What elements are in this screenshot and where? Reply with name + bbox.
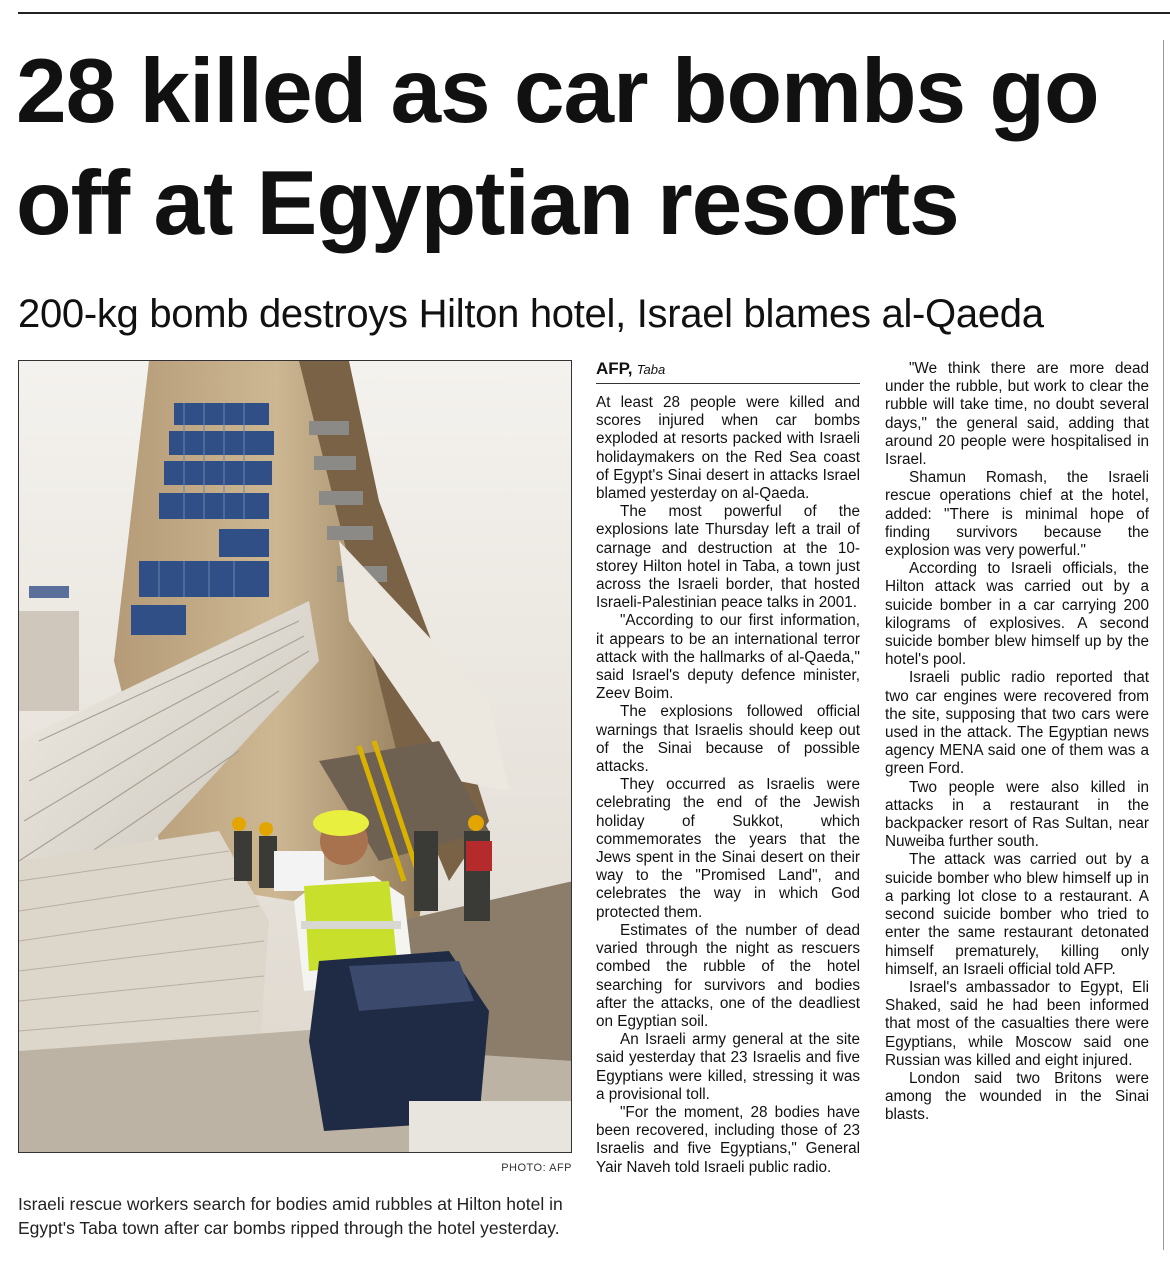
page-edge-rule [1163, 40, 1164, 1250]
body-paragraph: An Israeli army general at the site said yesterday that 23 Israelis and five Egyptians were killed, stressing it was a provisional toll. [596, 1031, 860, 1103]
body-paragraph: Estimates of the number of dead varied through the night as rescuers combed the rubble of the hotel searching for survivors and bodies after the attacks, one of the deadliest on Egyptian soil. [596, 921, 860, 1030]
collapsed-hotel-illustration [19, 361, 572, 1153]
photo-credit: PHOTO: AFP [501, 1162, 572, 1174]
body-paragraph: London said two Britons were among the wounded in the Sinai blasts. [885, 1069, 1149, 1124]
body-paragraph: The attack was carried out by a suicide bomber who blew himself up in a parking lot close to a restaurant. A second suicide bomber who tried to enter the same restaurant detonated himself prematurely, killing only himself, an Israeli official told AFP. [885, 851, 1149, 978]
body-paragraph: At least 28 people were killed and scores injured when car bombs exploded at resorts packed with Israeli holidaymakers on the Red Sea coast of Egypt's Sinai desert in attacks Israel blamed yesterday on al-Qaeda. [596, 394, 860, 503]
body-paragraph: "According to our first information, it appears to be an international terror attack with the hallmarks of al-Qaeda," said Israel's deputy defence minister, Zeev Boim. [596, 612, 860, 703]
body-paragraph: Two people were also killed in attacks in a restaurant in the backpacker resort of Ras Sultan, near Nuweiba further south. [885, 778, 1149, 851]
subheadline: 200-kg bomb destroys Hilton hotel, Israel blames al-Qaeda [18, 292, 1044, 336]
body-paragraph: They occurred as Israelis were celebrating the end of the Jewish holiday of Sukkot, which commemorates the years that the Jews spent in the Sinai desert on their way to the "Promised Land", and celebrates the way in which God protected them. [596, 776, 860, 921]
dateline-place: Taba [636, 362, 666, 377]
top-rule [18, 12, 1170, 14]
body-paragraph: Shamun Romash, the Israeli rescue operations chief at the hotel, added: "There is minimal hope of finding survivors because the explosion was very powerful." [885, 469, 1149, 560]
article-column-1 [596, 360, 860, 1177]
body-paragraph: "We think there are more dead under the rubble, but work to clear the rubble will take time, no doubt several days," the general said, adding that around 20 people were hospitalised in Israel. [885, 360, 1149, 469]
article-column-2 [885, 360, 1149, 1125]
body-paragraph: The most powerful of the explosions late Thursday left a trail of carnage and destruction at the 10-storey Hilton hotel in Taba, a town just across the Israeli border, that hosted Israeli-Palestinian peace talks in 2001. [596, 503, 860, 612]
body-paragraph: "For the moment, 28 bodies have been recovered, including those of 23 Israelis and five Egyptians," General Yair Naveh told Israeli public radio. [596, 1103, 860, 1176]
body-paragraph: Israel's ambassador to Egypt, Eli Shaked, said he had been informed that most of the casualties there were Egyptians, while Moscow said one Russian was killed and eight injured. [885, 978, 1149, 1069]
news-photo [18, 360, 572, 1153]
body-paragraph: According to Israeli officials, the Hilton attack was carried out by a suicide bomber in a car carrying 200 kilograms of explosives. A second suicide bomber blew himself up by the hotel's pool. [885, 560, 1149, 669]
dateline [596, 360, 860, 384]
photo-caption: Israeli rescue workers search for bodies amid rubbles at Hilton hotel in Egypt's Taba town after car bombs ripped through the hotel yesterday. [18, 1194, 563, 1238]
dateline-agency: AFP, [596, 359, 633, 378]
body-paragraph: The explosions followed official warnings that Israelis should keep out of the Sinai because of possible attacks. [596, 703, 860, 776]
body-paragraph: Israeli public radio reported that two car engines were recovered from the site, supposing that two cars were used in the attack. The Egyptian news agency MENA said one of them was a green Ford. [885, 669, 1149, 778]
headline: 28 killed as car bombs go off at Egyptian resorts [16, 41, 1099, 254]
